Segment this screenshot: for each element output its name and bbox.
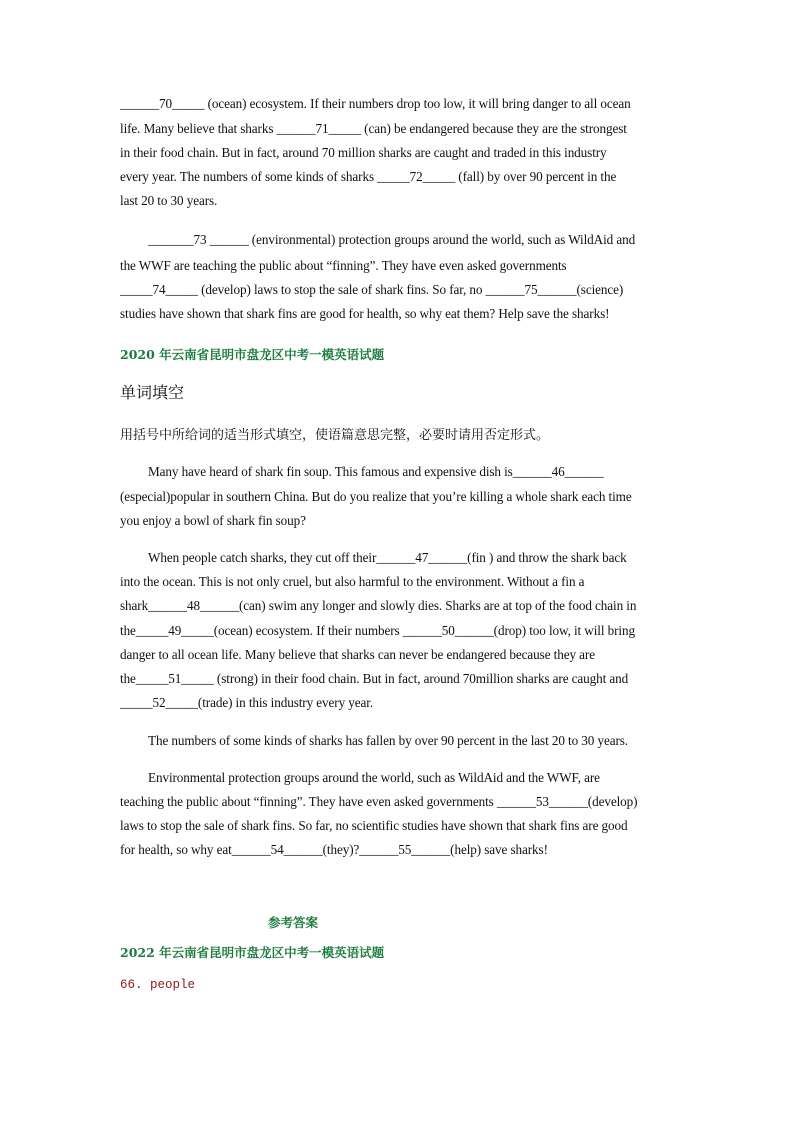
passage-line: The numbers of some kinds of sharks has fallen by over 90 percent in the last 20 to 30 years. (148, 733, 628, 748)
passage-line: the_____51_____ (strong) in their food chain. But in fact, around 70million sharks are caught and (120, 671, 629, 686)
passage-line: _______73 ______ (environmental) protection groups around the world, such as WildAid and (148, 232, 636, 247)
passage-line: laws to stop the sale of shark fins. So far, no scientific studies have shown that shark fins are good (120, 818, 628, 833)
passage-line: Environmental protection groups around the world, such as WildAid and the WWF, are (148, 770, 600, 785)
answer-item: 66. people (120, 978, 196, 992)
passage-line: for health, so why eat______54______(they)?______55______(help) save sharks! (120, 842, 548, 857)
section-title: 单词填空 (120, 383, 185, 402)
answer-key-title: 参考答案 (268, 915, 319, 930)
passage-line: life. Many believe that sharks ______71_____ (can) be endangered because they are the strongest (120, 121, 627, 136)
passage-line: ______70_____ (ocean) ecosystem. If their numbers drop too low, it will bring danger to all ocean (120, 96, 631, 111)
passage-line: When people catch sharks, they cut off their______47______(fin ) and throw the shark back (148, 550, 627, 565)
passage-line: you enjoy a bowl of shark fin soup? (120, 513, 306, 528)
passage-line: shark______48______(can) swim any longer and slowly dies. Sharks are at top of the food chain in (120, 598, 637, 613)
instruction-text: 用括号中所给词的适当形式填空，使语篇意思完整，必要时请用否定形式。 (120, 428, 550, 443)
passage-line: in their food chain. But in fact, around 70 million sharks are caught and traded in this industry (120, 145, 607, 160)
exam-heading: 2020 年云南省昆明市盘龙区中考一模英语试题 (120, 347, 385, 362)
passage-line: into the ocean. This is not only cruel, but also harmful to the environment. Without a fin a (120, 574, 585, 589)
passage-line: studies have shown that shark fins are good for health, so why eat them? Help save the sharks! (120, 306, 610, 321)
passage-line: (especial)popular in southern China. But do you realize that you’re killing a whole shark each time (120, 489, 632, 504)
passage-line: last 20 to 30 years. (120, 193, 218, 208)
answer-key-heading: 2022 年云南省昆明市盘龙区中考一模英语试题 (120, 945, 385, 960)
passage-line: _____74_____ (develop) laws to stop the sale of shark fins. So far, no ______75______(science) (120, 282, 624, 297)
passage-line: the_____49_____(ocean) ecosystem. If their numbers ______50______(drop) too low, it will bring (120, 623, 635, 638)
passage-line: _____52_____(trade) in this industry every year. (120, 695, 374, 710)
passage-line: the WWF are teaching the public about “finning”. They have even asked governments (120, 258, 567, 273)
passage-line: teaching the public about “finning”. They have even asked governments ______53______(develop) (120, 794, 638, 809)
passage-line: every year. The numbers of some kinds of sharks _____72_____ (fall) by over 90 percent in the (120, 169, 617, 184)
passage-line: danger to all ocean life. Many believe that sharks can never be endangered because they are (120, 647, 595, 662)
passage-line: Many have heard of shark fin soup. This famous and expensive dish is______46______ (148, 464, 604, 479)
